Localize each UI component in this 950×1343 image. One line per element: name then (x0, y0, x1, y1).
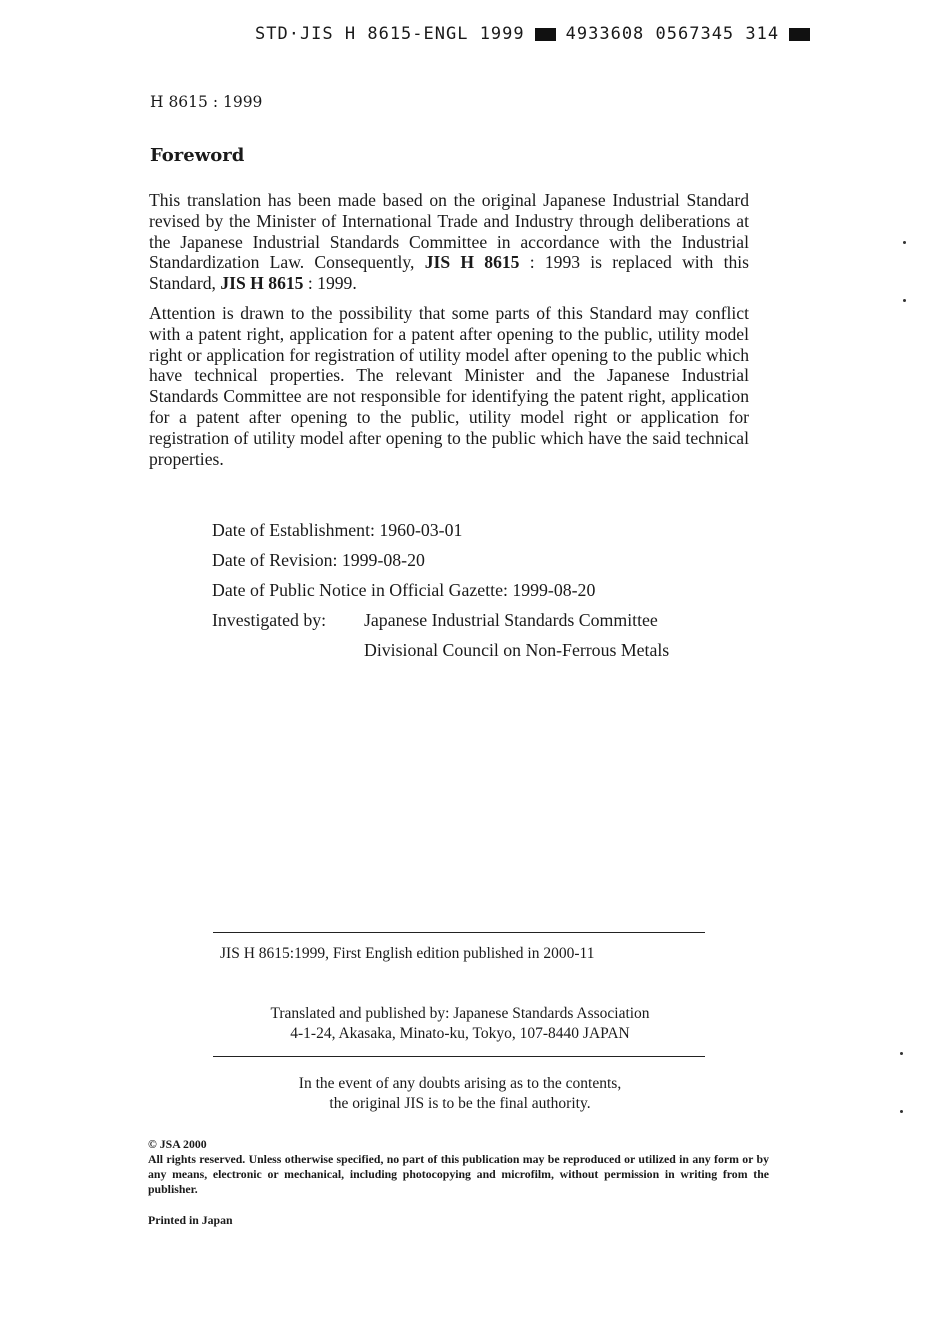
date-public-notice: Date of Public Notice in Official Gazette: 1999-08-20 (212, 580, 596, 600)
divider-top (213, 932, 705, 933)
publisher-line-1: Translated and published by: Japanese Standards Association (270, 1005, 650, 1022)
stamp-block-mark (535, 28, 556, 41)
printed-in-line: Printed in Japan (148, 1213, 233, 1227)
scan-speck (900, 1052, 903, 1055)
divider-bottom (213, 1056, 705, 1057)
publisher-address: 4-1-24, Akasaka, Minato-ku, Tokyo, 107-8440 JAPAN (290, 1025, 630, 1042)
date-revision: Date of Revision: 1999-08-20 (212, 550, 425, 570)
header-stamp (255, 23, 810, 45)
authority-line-1: In the event of any doubts arising as to the contents, (298, 1075, 622, 1092)
para1-std-old: JIS H 8615 (424, 252, 520, 273)
foreword-paragraph-1 (149, 190, 749, 294)
stamp-doc-code: STD·JIS H 8615-ENGL 1999 (255, 24, 525, 44)
investigated-by-committee: Japanese Industrial Standards Committee (364, 610, 658, 630)
para1-std-new-rest: : 1999. (307, 273, 357, 294)
stamp-serial: 4933608 0567345 314 (565, 24, 780, 44)
page-title: Foreword (150, 145, 245, 166)
copyright-line: © JSA 2000 (148, 1137, 207, 1151)
para1-std-new: JIS H 8615 (220, 273, 304, 294)
stamp-block-mark-end (789, 28, 810, 41)
authority-line-2: the original JIS is to be the final authority. (329, 1095, 591, 1112)
scan-speck (903, 241, 906, 244)
para1-lead: This translation has been made based on the original Japanese Industrial Standard revised by the Minister of International Trade and Industry through deliberations at the Japanese Industrial Standards Committee in accordance with the Industrial Standardization Law. Consequently, (149, 190, 749, 273)
date-establishment: Date of Establishment: 1960-03-01 (212, 520, 463, 540)
edition-line: JIS H 8615:1999, First English edition published in 2000-11 (220, 945, 595, 962)
foreword-paragraph-2: Attention is drawn to the possibility that some parts of this Standard may conflict with a patent right, application for a patent after opening to the public, utility model right or application for registration of utility model after opening to the public which have technical properties. The relevant Minister and the Japanese Industrial Standards Committee are not responsible for identifying the patent right, application for a patent after opening to the public, utility model right or application for registration of utility model after opening to the public which have the said technical properties. (149, 303, 749, 469)
scan-speck (903, 299, 906, 302)
document-id: H 8615 : 1999 (150, 93, 263, 111)
scan-speck (900, 1110, 903, 1113)
copyright-notice: All rights reserved. Unless otherwise specified, no part of this publication may be reproduced or utilized in any form or by any means, electronic or mechanical, including photocopying and microfilm, without permission in writing from the publisher. (148, 1152, 769, 1196)
para1-std-old-rest: : 1993 is replaced with this Standard, (149, 252, 750, 294)
investigated-by-label: Investigated by: (212, 610, 327, 630)
investigated-by-council: Divisional Council on Non-Ferrous Metals (364, 640, 670, 660)
